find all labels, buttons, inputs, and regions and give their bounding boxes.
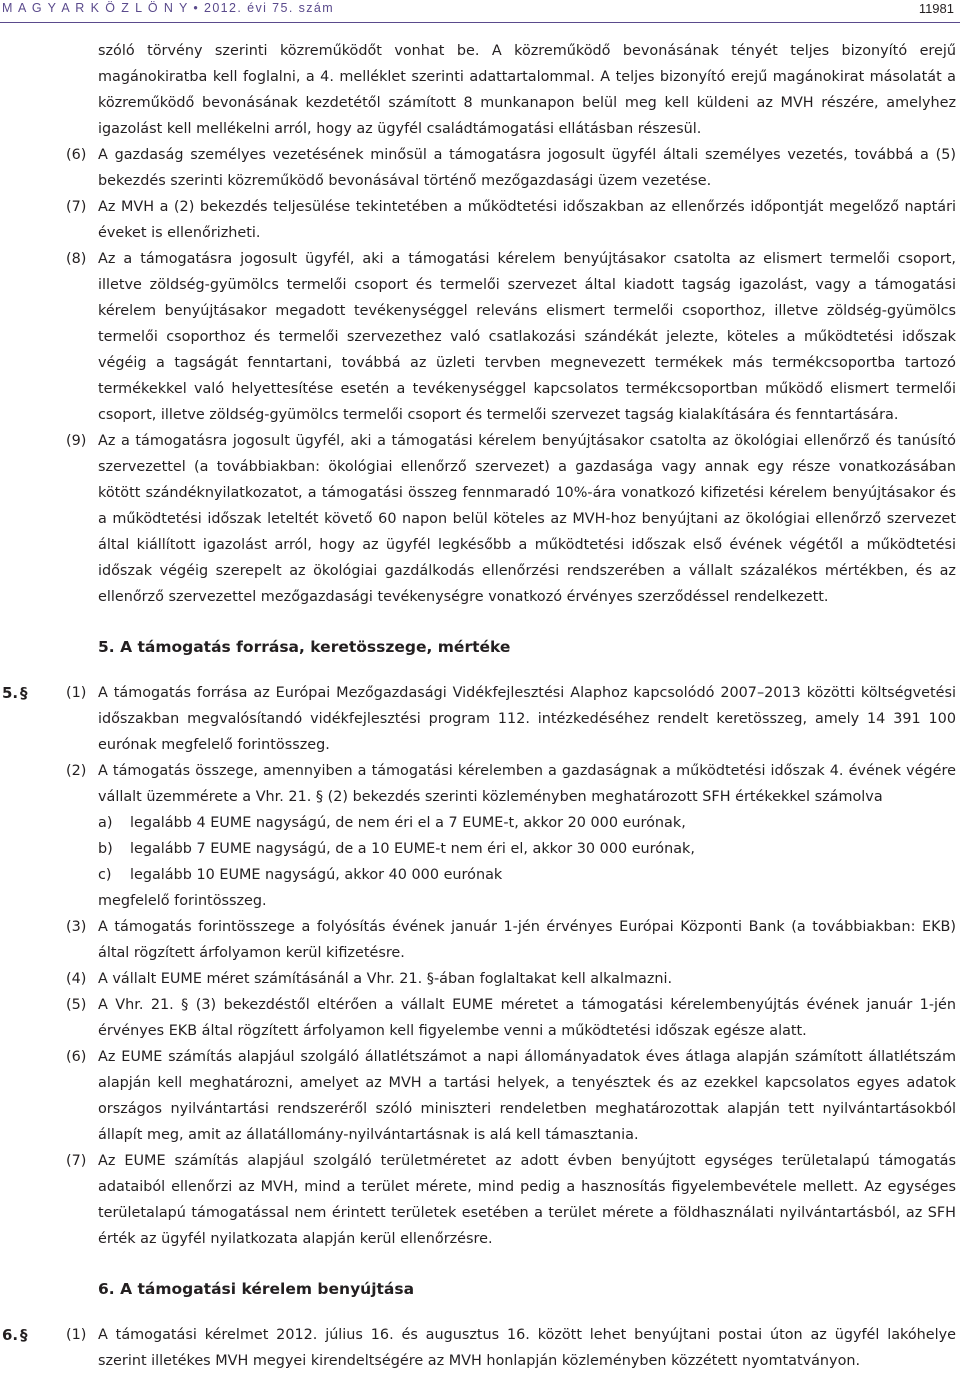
paragraph-number: (4) — [66, 971, 87, 987]
paragraph — [0, 142, 960, 194]
paragraph-text: A támogatás forintösszege a folyósítás évének január 1-jén érvényes Európai Központi Bank (a továbbiakban: EKB) által rögzített árfolyamon kerül kifizetésre. — [98, 919, 956, 961]
paragraph-number: (6) — [66, 147, 87, 163]
paragraph — [0, 758, 960, 914]
paragraph — [0, 428, 960, 610]
paragraph-text: Az a támogatásra jogosult ügyfél, aki a támogatási kérelem benyújtásakor csatolta az ökológiai ellenőrző és tanúsító szervezettel (a továbbiakban: ökológiai ellenőrző szervezet) a gazdasága vagy annak egy része vonatkozásában kötött szándéknyilatkozatot, a támogatási összeg fennmaradó 10%-ára vonatkozó kifizetési kérelem benyújtásakor és a működtetési időszak leteltét követő 60 napon belül köteles az MVH-hoz benyújtani az ökológiai ellenőrző szervezet által kiállított igazolást arról, hogy az ügyfél legkésőbb a működtetési időszak első évének végétől a működtetési időszak végéig szerepelt az ökológiai gazdálkodás ellenőrzési rendszerében a vállalt százalékos mértékben, és az ellenőrző szervezettel mezőgazdasági tevékenységre vonatkozó érvényes szerződéssel rendelkezett. — [98, 433, 956, 605]
list-item — [98, 862, 956, 888]
paragraph-text: Az EUME számítás alapjául szolgáló állatlétszámot a napi állományadatok éves átlaga alapján számított állatlétszám alapján kell meghatározni, amelyet az MVH a tartási helyek, a tenyésztek és az ezekkel kapcsolatos egyes adatok országos nyilvántartási rendszeréről szóló miniszteri rendeletben meghatározottak alapján tett nyilvántartásokból állapít meg, amit az állatállomány-nyilvántartásnak is alá kell támasztania. — [98, 1049, 956, 1143]
list-item-label: c) — [98, 867, 112, 883]
paragraph-number: (7) — [66, 199, 87, 215]
paragraph-text: A támogatási kérelmet 2012. július 16. és augusztus 16. között lehet benyújtani postai úton az ügyfél lakóhelye szerint illetékes MVH megyei kirendeltségére az MVH honlapján közleményben közzétett nyomtatványon. — [98, 1327, 956, 1369]
paragraph-number: (5) — [66, 997, 87, 1013]
section-number: 5. — [2, 684, 19, 702]
paragraph-number: (6) — [66, 1049, 87, 1065]
list-item-text: legalább 10 EUME nagyságú, akkor 40 000 eurónak — [130, 867, 503, 883]
paragraph-number: (8) — [66, 251, 87, 267]
paragraph-text: Az MVH a (2) bekezdés teljesülése tekintetében a működtetési időszakban az ellenőrzés időpontját megelőző naptári éveket is ellenőrizheti. — [98, 199, 956, 241]
paragraph — [0, 1044, 960, 1148]
section-heading: 5. A támogatás forrása, keretösszege, mértéke — [98, 638, 511, 656]
paragraph-number: (9) — [66, 433, 87, 449]
paragraph — [0, 1322, 960, 1374]
paragraph — [0, 194, 960, 246]
paragraph — [0, 966, 960, 992]
paragraph-number: (1) — [66, 685, 87, 701]
intro-paragraph: szóló törvény szerinti közreműködőt vonhat be. A közreműködő bevonásának tényét teljes bizonyító erejű magánokiratba kell foglalni, a 4. melléklet szerinti adattartalommal. A teljes bizonyító erejű magánokirat másolatát a közreműködő bevonásának kezdetétől számított 8 munkanapon belül meg kell küldeni az MVH részére, amelyhez igazolást kell mellékelni arról, hogy az ügyfél családtámogatási ellátásban részesül. — [98, 43, 956, 137]
paragraph — [0, 992, 960, 1044]
list-tail: megfelelő forintösszeg. — [98, 893, 267, 909]
paragraph-number: (2) — [66, 763, 87, 779]
section-sign: § — [20, 684, 28, 702]
list-item-text: legalább 4 EUME nagyságú, de nem éri el a 7 EUME-t, akkor 20 000 eurónak, — [130, 815, 686, 831]
list-item — [98, 836, 956, 862]
paragraph-number: (1) — [66, 1327, 87, 1343]
page-header — [0, 0, 960, 23]
section-5 — [0, 680, 960, 1252]
paragraph-text: A gazdaság személyes vezetésének minősül a támogatásra jogosult ügyfél általi személyes vezetés, továbbá a (5) bekezdés szerinti közreműködő bevonásával történő mezőgazdasági üzem vezetése. — [98, 147, 956, 189]
paragraph — [0, 1148, 960, 1252]
page-number: 11981 — [918, 1, 954, 16]
list-item-label: a) — [98, 815, 113, 831]
section-sign: § — [20, 1326, 28, 1344]
paragraph-text: Az a támogatásra jogosult ügyfél, aki a támogatási kérelem benyújtásakor csatolta az elismert termelői csoport, illetve zöldség-gyümölcs termelői csoport és termelői szervezet által kiadott tagság igazolást, vagy a támogatási kérelem benyújtásakor megadott tevékenységgel releváns elismert termelői csoporthoz, illetve zöldség-gyümölcs termelői csoporthoz és termelői szervezethez való csatlakozási szándékát jelezte, köteles a működtetési időszak végéig a tagságát fenntartani, továbbá az üzleti tervben megnevezett termékek más termékcsoportba tartozó termékekkel való helyettesítése esetén a tevékenységgel kapcsolatos termékcsoportban működő elismert termelői csoport, illetve zöldség-gyümölcs termelői csoport és termelői szervezet tagság kialakítására és fenntartására. — [98, 251, 956, 423]
paragraph-text: A vállalt EUME méret számításánál a Vhr. 21. §-ában foglaltakat kell alkalmazni. — [98, 971, 673, 987]
list-item-label: b) — [98, 841, 113, 857]
paragraph-text: Az EUME számítás alapjául szolgáló területméretet az adott évben benyújtott egységes területalapú támogatás adataiból ellenőrzi az MVH, mind a terület mérete, mind pedig a hasznosítás figyelembevétele mellett. Az egységes területalapú támogatással nem érintett területek esetében a terület mérete a földhasználati nyilvántartásból, az SFH érték az ügyfél nyilatkozata alapján kerül ellenőrzésre. — [98, 1153, 956, 1247]
paragraph-number: (7) — [66, 1153, 87, 1169]
paragraph-number: (3) — [66, 919, 87, 935]
paragraph-text: A Vhr. 21. § (3) bekezdéstől eltérően a vállalt EUME méretet a támogatási kérelembenyújtás évének január 1-jén érvényes EKB által rögzített árfolyamon kell figyelembe venni a működtetési időszak egésze alatt. — [98, 997, 956, 1039]
paragraph — [0, 680, 960, 758]
list-item-text: legalább 7 EUME nagyságú, de a 10 EUME-t nem éri el, akkor 30 000 eurónak, — [130, 841, 695, 857]
section-heading: 6. A támogatási kérelem benyújtása — [98, 1280, 415, 1298]
paragraph — [0, 246, 960, 428]
paragraph — [0, 914, 960, 966]
page-body — [0, 38, 960, 1374]
paragraph-text: A támogatás forrása az Európai Mezőgazdasági Vidékfejlesztési Alaphoz kapcsolódó 2007–2013 közötti költségvetési időszakban megvalósítandó vidékfejlesztési program 112. intézkedéséhez rendelt keretösszeg, amely 14 391 100 eurónak megfelelő forintösszeg. — [98, 685, 956, 753]
journal-title: M A G Y A R K Ö Z L Ö N Y • 2012. évi 75. szám — [2, 1, 335, 15]
paragraph-text: A támogatás összege, amennyiben a támogatási kérelemben a gazdaságnak a működtetési időszak 4. évének végére vállalt üzemmérete a Vhr. 21. § (2) bekezdés szerinti közleményben meghatározott SFH értékekkel számolva — [98, 763, 956, 805]
list-item — [98, 810, 956, 836]
section-6 — [0, 1322, 960, 1374]
section-number: 6. — [2, 1326, 19, 1344]
